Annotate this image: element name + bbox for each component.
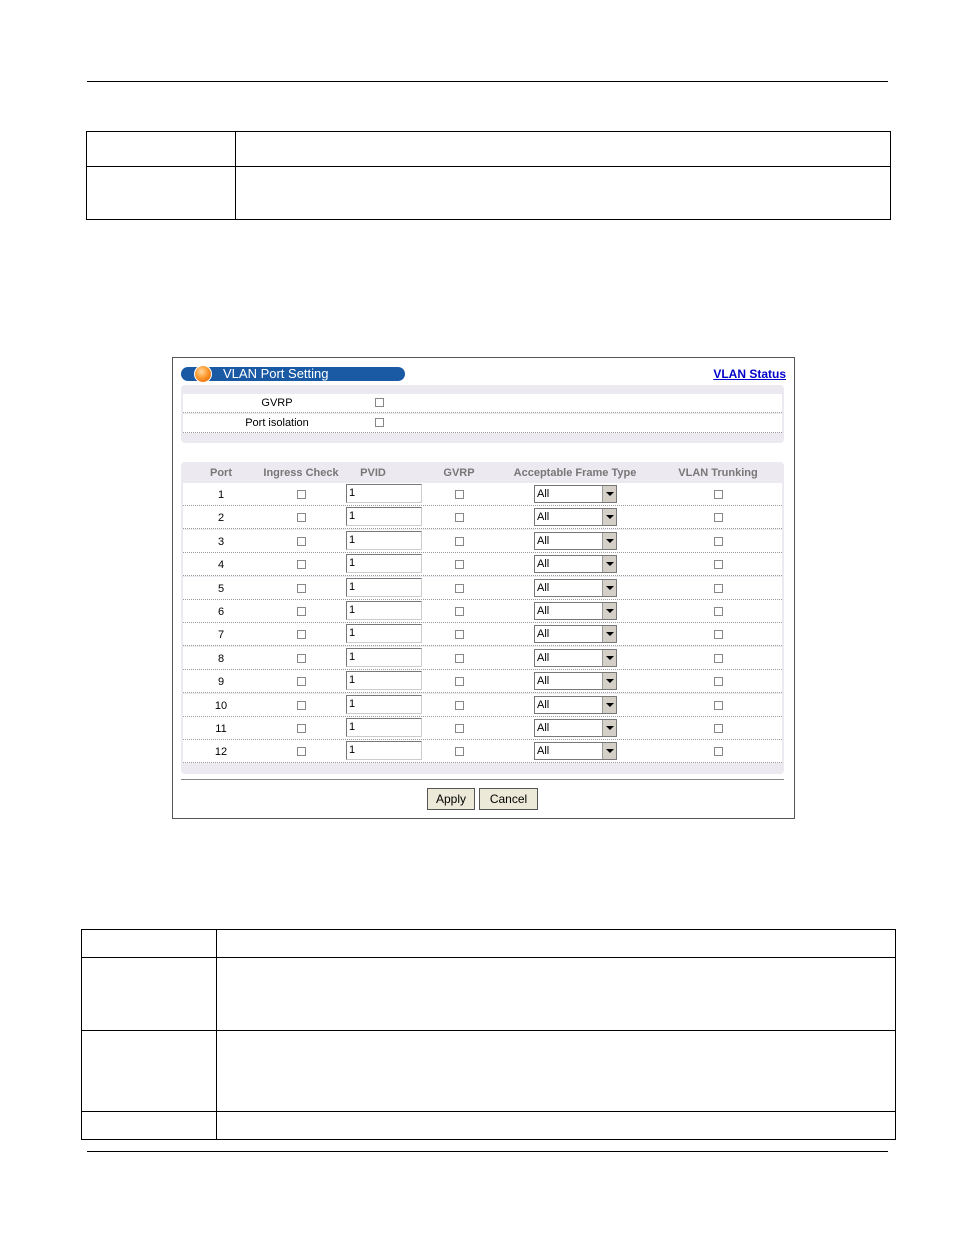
vlan-trunking-checkbox[interactable]: [714, 724, 723, 733]
frame-type-select[interactable]: [534, 485, 617, 503]
chevron-down-icon[interactable]: [602, 697, 616, 713]
frame-type-value: All: [537, 698, 550, 711]
bottom-table-cell: [82, 1112, 217, 1140]
header-pvid: PVID: [360, 467, 386, 479]
port-gvrp-checkbox[interactable]: [455, 654, 464, 663]
panel-title: VLAN Port Setting: [223, 366, 329, 381]
port-number: 7: [217, 629, 225, 642]
table-row: [183, 600, 782, 623]
frame-type-select[interactable]: [534, 508, 617, 526]
frame-type-select[interactable]: [534, 532, 617, 550]
table-row: [183, 506, 782, 529]
port-number: 8: [217, 652, 225, 665]
table-row: [183, 694, 782, 717]
vlan-trunking-checkbox[interactable]: [714, 630, 723, 639]
chevron-down-icon[interactable]: [602, 603, 616, 619]
frame-type-select[interactable]: [534, 649, 617, 667]
frame-type-select[interactable]: [534, 555, 617, 573]
port-table: [181, 462, 784, 774]
frame-type-value: All: [537, 534, 550, 547]
top-table: [86, 131, 891, 220]
frame-type-value: All: [537, 745, 550, 758]
global-settings-panel: [181, 385, 784, 443]
port-table-header: [181, 462, 784, 482]
pvid-input[interactable]: 1: [346, 741, 422, 760]
chevron-down-icon[interactable]: [602, 650, 616, 666]
pvid-input[interactable]: 1: [346, 531, 422, 550]
footer-rule: [87, 1151, 888, 1152]
ingress-check-checkbox[interactable]: [297, 630, 306, 639]
chevron-down-icon[interactable]: [602, 743, 616, 759]
port-gvrp-checkbox[interactable]: [455, 677, 464, 686]
ingress-check-checkbox[interactable]: [297, 560, 306, 569]
bottom-table-cell: [82, 930, 217, 958]
bottom-table-row: [82, 1112, 896, 1140]
bottom-table-cell: [217, 930, 896, 958]
chevron-down-icon[interactable]: [602, 673, 616, 689]
gvrp-checkbox[interactable]: [375, 398, 384, 407]
port-number: 10: [214, 699, 228, 712]
bottom-table-cell: [217, 958, 896, 1031]
frame-type-select[interactable]: [534, 579, 617, 597]
ingress-check-checkbox[interactable]: [297, 724, 306, 733]
table-row: [183, 740, 782, 763]
port-gvrp-checkbox[interactable]: [455, 490, 464, 499]
port-number: 1: [217, 489, 225, 501]
ingress-check-checkbox[interactable]: [297, 513, 306, 522]
vlan-status-link[interactable]: VLAN Status: [713, 367, 786, 381]
pvid-input[interactable]: 1: [346, 671, 422, 690]
header-rule: [87, 81, 888, 82]
ingress-check-checkbox[interactable]: [297, 677, 306, 686]
table-row: [183, 530, 782, 553]
vlan-trunking-checkbox[interactable]: [714, 607, 723, 616]
port-gvrp-checkbox[interactable]: [455, 747, 464, 756]
panel-title-bar: [181, 367, 405, 381]
button-separator: [181, 779, 784, 780]
frame-type-value: All: [537, 722, 550, 734]
port-gvrp-checkbox[interactable]: [455, 537, 464, 546]
gvrp-row: [183, 394, 782, 413]
header-ingress-check: Ingress Check: [263, 467, 339, 479]
pvid-input[interactable]: 1: [346, 578, 422, 597]
chevron-down-icon[interactable]: [602, 626, 616, 642]
pvid-input[interactable]: 1: [346, 554, 422, 573]
table-row: [183, 623, 782, 646]
bottom-table-cell: [82, 1031, 217, 1112]
pvid-input[interactable]: 1: [346, 601, 422, 620]
vlan-trunking-checkbox[interactable]: [714, 490, 723, 499]
port-gvrp-checkbox[interactable]: [455, 607, 464, 616]
frame-type-select[interactable]: [534, 742, 617, 760]
frame-type-value: All: [537, 651, 550, 664]
table-row: [183, 577, 782, 600]
pvid-input[interactable]: 1: [346, 507, 422, 526]
vlan-trunking-checkbox[interactable]: [714, 747, 723, 756]
vlan-trunking-checkbox[interactable]: [714, 584, 723, 593]
ingress-check-checkbox[interactable]: [297, 490, 306, 499]
pvid-input[interactable]: 1: [346, 624, 422, 643]
ingress-check-checkbox[interactable]: [297, 607, 306, 616]
table-row: [183, 717, 782, 740]
table-row: [183, 670, 782, 693]
table-row: [183, 483, 782, 506]
ingress-check-checkbox[interactable]: [297, 654, 306, 663]
chevron-down-icon[interactable]: [602, 556, 616, 572]
port-isolation-checkbox[interactable]: [375, 418, 384, 427]
frame-type-value: All: [537, 558, 550, 571]
ingress-check-checkbox[interactable]: [297, 701, 306, 710]
vlan-trunking-checkbox[interactable]: [714, 560, 723, 569]
port-isolation-row: [183, 414, 782, 433]
frame-type-select[interactable]: [534, 696, 617, 714]
vlan-trunking-checkbox[interactable]: [714, 677, 723, 686]
table-row: [183, 553, 782, 576]
bottom-table-cell: [217, 1112, 896, 1140]
port-gvrp-checkbox[interactable]: [455, 584, 464, 593]
chevron-down-icon[interactable]: [602, 580, 616, 596]
frame-type-value: All: [537, 511, 550, 524]
header-frame-type: Acceptable Frame Type: [513, 467, 637, 479]
bottom-table-row: [82, 958, 896, 1031]
port-number: 12: [214, 746, 228, 759]
top-table-cell: [236, 132, 891, 167]
port-number: 4: [217, 559, 225, 572]
frame-type-value: All: [537, 675, 550, 688]
port-number: 9: [217, 676, 225, 689]
header-gvrp: GVRP: [443, 467, 475, 479]
frame-type-value: All: [537, 488, 550, 500]
frame-type-value: All: [537, 605, 550, 617]
port-number: 3: [217, 535, 225, 548]
port-number: 11: [215, 723, 227, 735]
bottom-table-cell: [82, 958, 217, 1031]
apply-button[interactable]: Apply: [427, 788, 475, 810]
ingress-check-checkbox[interactable]: [297, 584, 306, 593]
pvid-input[interactable]: 1: [346, 695, 422, 714]
frame-type-select[interactable]: [534, 719, 617, 737]
port-gvrp-checkbox[interactable]: [455, 630, 464, 639]
bottom-table-cell: [217, 1031, 896, 1112]
orb-icon: [194, 365, 212, 383]
bottom-table-row: [82, 1031, 896, 1112]
frame-type-select[interactable]: [534, 672, 617, 690]
chevron-down-icon[interactable]: [602, 509, 616, 525]
vlan-trunking-checkbox[interactable]: [714, 654, 723, 663]
ingress-check-checkbox[interactable]: [297, 537, 306, 546]
chevron-down-icon[interactable]: [602, 486, 616, 502]
port-number: 2: [217, 512, 225, 525]
table-row: [183, 647, 782, 670]
header-vlan-trunking: VLAN Trunking: [678, 467, 758, 479]
port-gvrp-checkbox[interactable]: [455, 701, 464, 710]
vlan-trunking-checkbox[interactable]: [714, 537, 723, 546]
bottom-table-row: [82, 930, 896, 958]
bottom-table: [81, 929, 896, 1140]
frame-type-value: All: [537, 581, 550, 594]
vlan-trunking-checkbox[interactable]: [714, 513, 723, 522]
port-isolation-label: Port isolation: [245, 417, 309, 429]
gvrp-label: GVRP: [261, 397, 293, 409]
pvid-input[interactable]: 1: [346, 648, 422, 667]
frame-type-select[interactable]: [534, 602, 617, 620]
vlan-trunking-checkbox[interactable]: [714, 701, 723, 710]
port-gvrp-checkbox[interactable]: [455, 513, 464, 522]
top-table-cell: [87, 132, 236, 167]
vlan-port-setting-window: [172, 357, 795, 819]
pvid-input[interactable]: 1: [346, 718, 422, 737]
cancel-button[interactable]: Cancel: [479, 788, 538, 810]
frame-type-value: All: [537, 628, 550, 641]
port-number: 6: [217, 606, 225, 618]
port-gvrp-checkbox[interactable]: [455, 560, 464, 569]
frame-type-select[interactable]: [534, 625, 617, 643]
port-gvrp-checkbox[interactable]: [455, 724, 464, 733]
port-number: 5: [217, 582, 225, 595]
top-table-cell: [87, 167, 236, 220]
top-table-cell: [236, 167, 891, 220]
ingress-check-checkbox[interactable]: [297, 747, 306, 756]
top-table-row: [87, 167, 891, 220]
header-port: Port: [210, 467, 232, 479]
top-table-row: [87, 132, 891, 167]
pvid-input[interactable]: 1: [346, 484, 422, 503]
chevron-down-icon[interactable]: [602, 533, 616, 549]
chevron-down-icon[interactable]: [602, 720, 616, 736]
